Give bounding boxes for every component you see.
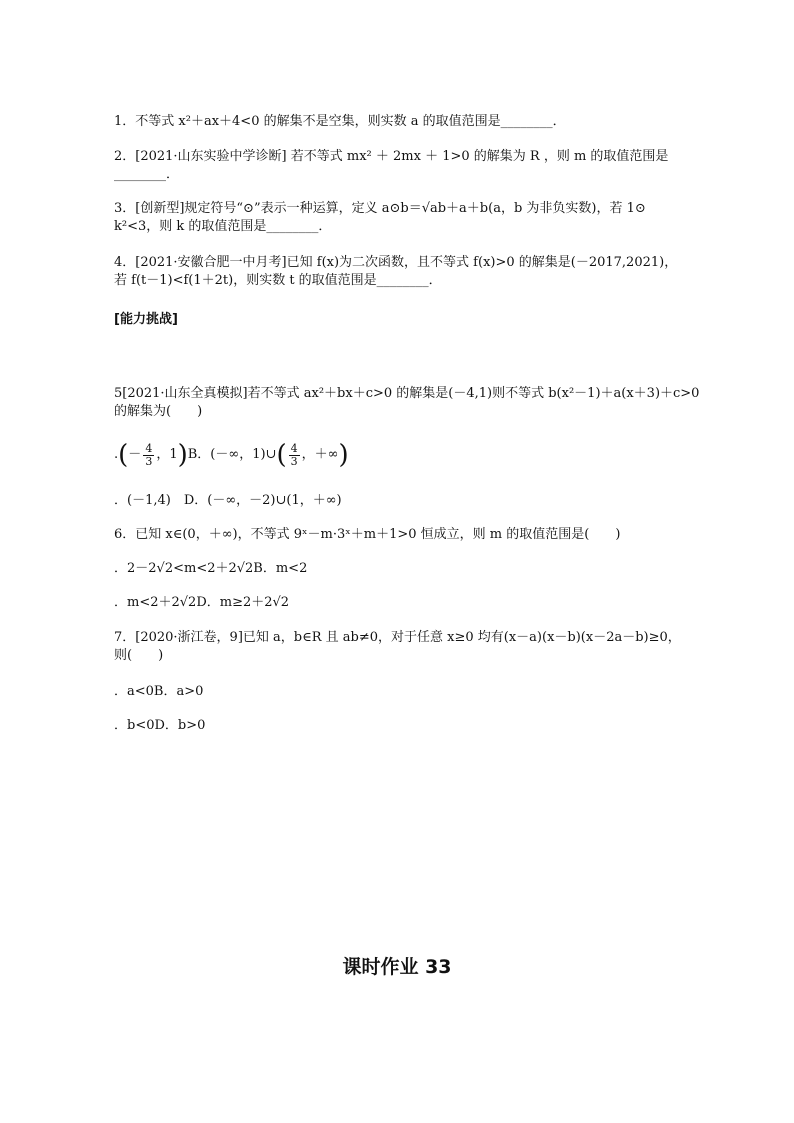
option-b-tail: ，＋∞ <box>301 447 339 462</box>
question-7-line-2: 则( ) <box>114 648 164 663</box>
question-6: 6．已知 x∈(0，＋∞)，不等式 9ˣ－m·3ˣ＋m＋1>0 恒成立，则 m 的取值范围是( ) <box>114 527 621 542</box>
question-7-options-ab: ．a<0B．a>0 <box>114 684 204 699</box>
question-7-line-1: 7．[2020·浙江卷，9]已知 a，b∈R 且 ab≠0，对于任意 x≥0 均有(x－a)(x－b)(x－2a－b)≥0， <box>114 630 681 645</box>
question-5-options-cd: ．(－1,4) D．(－∞，－2)∪(1，＋∞) <box>114 493 342 508</box>
section-heading: [能力挑战] <box>114 312 178 327</box>
paren-open: ( <box>118 440 129 470</box>
question-4-line-1: 4．[2021·安徽合肥一中月考]已知 f(x)为二次函数，且不等式 f(x)>0 的解集是(－2017,2021)， <box>114 255 678 270</box>
paren-close-b: ) <box>338 440 349 470</box>
fraction-b-denominator: 3 <box>290 454 298 468</box>
question-6-options-ab: ．2－2√2<m<2＋2√2B．m<2 <box>114 561 308 576</box>
question-6-options-cd: ．m<2＋2√2D．m≥2＋2√2 <box>114 595 290 610</box>
fraction-a <box>143 443 154 468</box>
question-7-options-cd: ．b<0D．b>0 <box>114 718 206 733</box>
question-2-line-2: ________． <box>114 167 180 182</box>
paren-open-b: ( <box>276 440 287 470</box>
option-a-minus: － <box>128 447 142 462</box>
question-5-line-2: 的解集为( ) <box>114 404 203 419</box>
option-a-prefix: . <box>114 447 119 462</box>
option-a-tail: ，1 <box>156 447 178 462</box>
question-4-line-2: 若 f(t－1)<f(1＋2t)，则实数 t 的取值范围是________． <box>114 273 442 288</box>
option-b-prefix: B．(－∞，1)∪ <box>187 447 277 462</box>
fraction-a-numerator: 4 <box>145 441 153 455</box>
page-title: 课时作业 33 <box>342 956 452 978</box>
question-3-line-1: 3．[创新型]规定符号“⊙”表示一种运算，定义 a⊙b＝√ab＋a＋b(a，b 为非负实数)，若 1⊙ <box>114 201 646 216</box>
fraction-a-denominator: 3 <box>145 454 153 468</box>
question-5-options-ab <box>114 440 349 471</box>
fraction-b <box>289 443 300 468</box>
question-2-line-1: 2．[2021·山东实验中学诊断] 若不等式 mx² ＋ 2mx ＋ 1>0 的解集为 R ，则 m 的取值范围是 <box>114 149 669 164</box>
fraction-b-numerator: 4 <box>290 441 298 455</box>
question-5-line-1: 5[2021·山东全真模拟]若不等式 ax²＋bx＋c>0 的解集是(－4,1)则不等式 b(x²－1)＋a(x＋3)＋c>0 <box>114 386 700 401</box>
paren-close: ) <box>177 440 188 470</box>
question-3-line-2: k²<3，则 k 的取值范围是________． <box>114 219 332 234</box>
question-1: 1．不等式 x²＋ax＋4<0 的解集不是空集，则实数 a 的取值范围是________． <box>114 114 566 129</box>
